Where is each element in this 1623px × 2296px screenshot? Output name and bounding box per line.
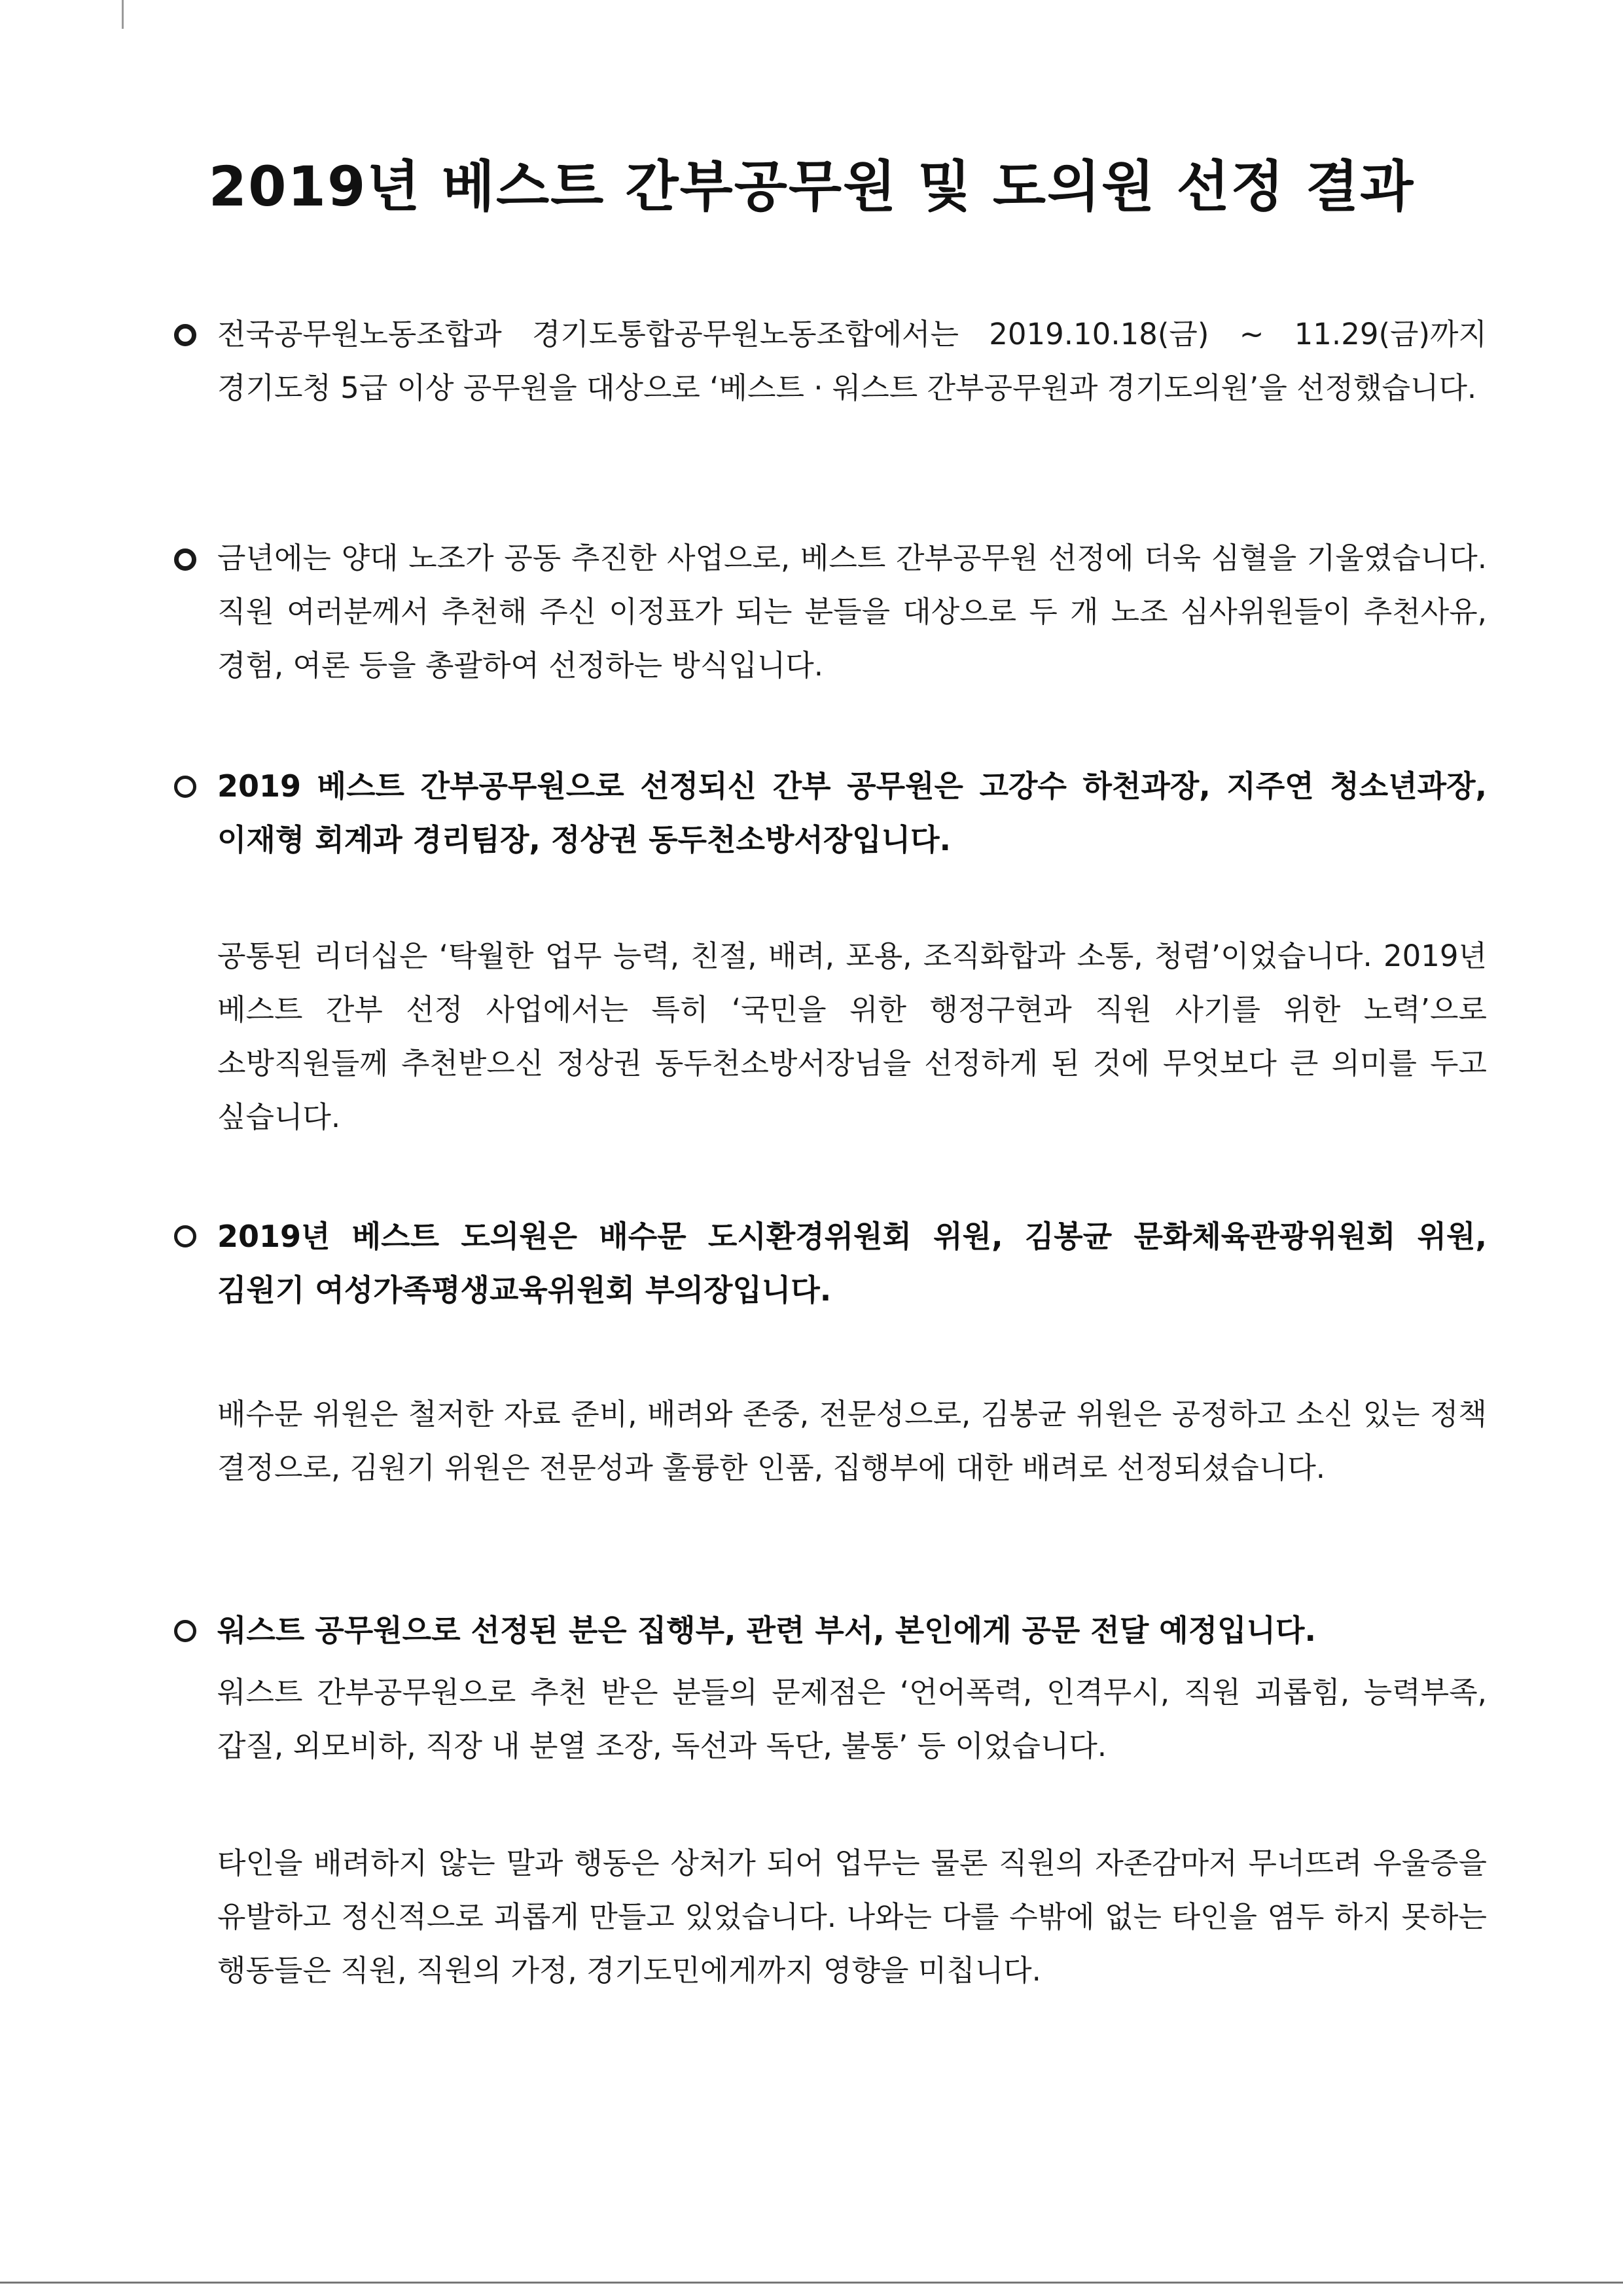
paragraph-best-councillors-reasons: 배수문 위원은 철저한 자료 준비, 배려와 존중, 전문성으로, 김봉균 위원은 공정하고 소신 있는 정책 결정으로, 김원기 위원은 전문성과 훌륭한 인품, 집행부에 대한 배려로 선정되셨습니다. (217, 1397, 1487, 1485)
paragraph-worst-officials-impact: 타인을 배려하지 않는 말과 행동은 상처가 되어 업무는 물론 직원의 자존감마저 무너뜨려 우울증을 유발하고 정신적으로 괴롭게 만들고 있었습니다. 나와는 다를 수밖에 없는 타인을 염두 하지 못하는 행동들은 직원, 직원의 가정, 경기도민에게까지 영향을 미칩니다. (217, 1846, 1487, 1988)
bullet-circle-icon (174, 1225, 196, 1247)
bullet-circle-icon (174, 324, 196, 346)
bullet-circle-icon (174, 1620, 196, 1642)
scan-edge-mark (122, 0, 124, 29)
paragraph-joint-project: 금년에는 양대 노조가 공동 추진한 사업으로, 베스트 간부공무원 선정에 더욱 심혈을 기울였습니다. 직원 여러분께서 추천해 주신 이정표가 되는 분들을 대상으로 두 개 노조 심사위원들이 추천사유, 경험, 여론 등을 총괄하여 선정하는 방식입니다. (217, 541, 1487, 683)
bullet-circle-icon (174, 548, 196, 571)
paragraph-best-councillors: 2019년 베스트 도의원은 배수문 도시환경위원회 위원, 김봉균 문화체육관광위원회 위원, 김원기 여성가족평생교육위원회 부의장입니다. (217, 1219, 1487, 1308)
paragraph-best-officials-leadership: 공통된 리더십은 ‘탁월한 업무 능력, 친절, 배려, 포용, 조직화합과 소통, 청렴’이었습니다. 2019년 베스트 간부 선정 사업에서는 특히 ‘국민을 위한 행정구현과 직원 사기를 위한 노력’으로 소방직원들께 추천받으신 정상권 동두천소방서장님을 선정하게 된 것에 무엇보다 큰 의미를 두고 싶습니다. (217, 939, 1487, 1134)
paragraph-best-officials: 2019 베스트 간부공무원으로 선정되신 간부 공무원은 고강수 하천과장, 지주연 청소년과장, 이재형 회계과 경리팀장, 정상권 동두천소방서장입니다. (217, 768, 1487, 857)
paragraph-survey-overview: 전국공무원노동조합과 경기도통합공무원노동조합에서는 2019.10.18(금) ~ 11.29(금)까지 경기도청 5급 이상 공무원을 대상으로 ‘베스트 · 워스트 간부공무원과 경기도의원’을 선정했습니다. (217, 317, 1487, 405)
paragraph-worst-officials: 워스트 공무원으로 선정된 분은 집행부, 관련 부서, 본인에게 공문 전달 예정입니다. (217, 1613, 1316, 1648)
bullet-circle-icon (174, 776, 196, 798)
document-title: 2019년 베스트 간부공무원 및 도의원 선정 결과 (208, 154, 1415, 219)
paragraph-worst-officials-problems: 워스트 간부공무원으로 추천 받은 분들의 문제점은 ‘언어폭력, 인격무시, 직원 괴롭힘, 능력부족, 갑질, 외모비하, 직장 내 분열 조장, 독선과 독단, 불통’ 등 이었습니다. (217, 1675, 1487, 1763)
bottom-edge-line (0, 2282, 1623, 2284)
